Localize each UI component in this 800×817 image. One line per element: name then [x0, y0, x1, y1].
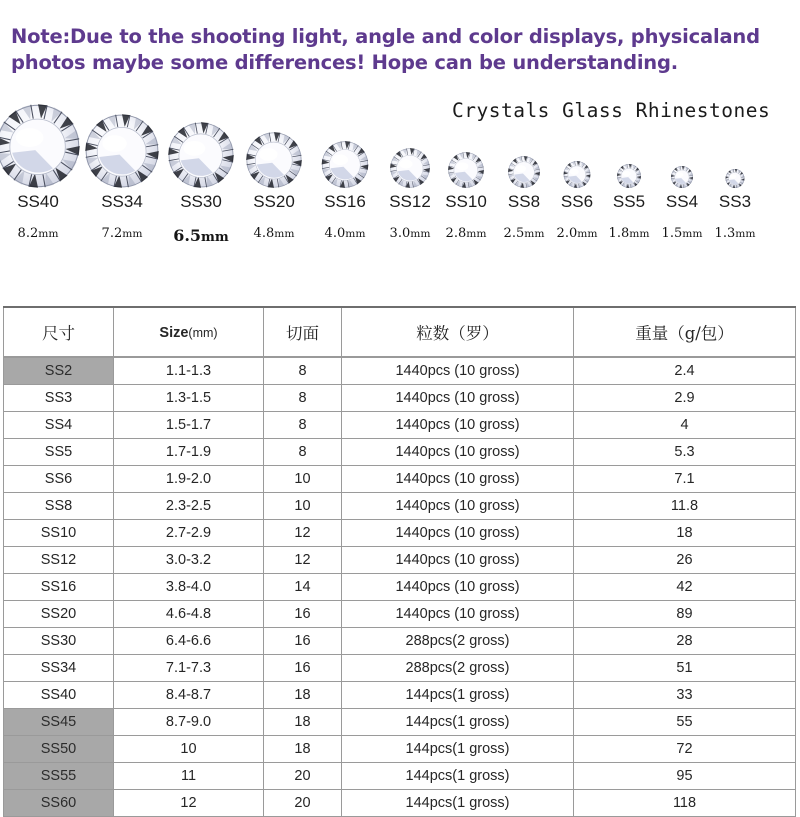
- rhinestone-ss-label: SS3: [718, 192, 752, 211]
- cell-size: 1.7-1.9: [114, 439, 264, 466]
- rhinestone-size-strip: [0, 100, 800, 260]
- table-row: [4, 385, 796, 412]
- cell-ss: SS60: [4, 790, 114, 817]
- rhinestone-mm-label: 6.5mm: [173, 226, 229, 245]
- cell-facets: 18: [264, 736, 342, 763]
- table-body: [4, 357, 796, 817]
- cell-ss: SS55: [4, 763, 114, 790]
- cell-size: 8.4-8.7: [114, 682, 264, 709]
- column-header-facets: 切面: [264, 307, 342, 357]
- cell-count: 1440pcs (10 gross): [342, 385, 574, 412]
- rhinestone-ss-label: SS8: [507, 192, 541, 211]
- cell-size: 2.7-2.9: [114, 520, 264, 547]
- size-spec-table: [3, 306, 796, 817]
- cell-ss: SS6: [4, 466, 114, 493]
- rhinestone-mm-label: 3.0mm: [389, 226, 431, 241]
- cell-ss: SS2: [4, 357, 114, 385]
- cell-ss: SS16: [4, 574, 114, 601]
- cell-size: 8.7-9.0: [114, 709, 264, 736]
- rhinestone-mm-label: 1.5mm: [661, 226, 703, 241]
- cell-weight: 95: [574, 763, 796, 790]
- rhinestone-ss-label: SS12: [389, 192, 431, 211]
- cell-weight: 26: [574, 547, 796, 574]
- cell-weight: 89: [574, 601, 796, 628]
- rhinestone-ss-label: SS5: [612, 192, 646, 211]
- table-row: [4, 520, 796, 547]
- cell-count: 1440pcs (10 gross): [342, 357, 574, 385]
- rhinestone-mm-label: 1.3mm: [714, 226, 756, 241]
- cell-count: 1440pcs (10 gross): [342, 547, 574, 574]
- rhinestone-mm-label: 2.0mm: [556, 226, 598, 241]
- cell-facets: 20: [264, 790, 342, 817]
- cell-ss: SS12: [4, 547, 114, 574]
- table-row: [4, 601, 796, 628]
- cell-ss: SS34: [4, 655, 114, 682]
- table-row: [4, 763, 796, 790]
- rhinestone-ss-label: SS34: [101, 192, 143, 211]
- cell-count: 144pcs(1 gross): [342, 709, 574, 736]
- table-row: [4, 547, 796, 574]
- cell-ss: SS8: [4, 493, 114, 520]
- cell-weight: 5.3: [574, 439, 796, 466]
- table-row: [4, 493, 796, 520]
- cell-weight: 11.8: [574, 493, 796, 520]
- cell-count: 1440pcs (10 gross): [342, 574, 574, 601]
- cell-count: 1440pcs (10 gross): [342, 493, 574, 520]
- disclaimer-note: [11, 24, 791, 76]
- rhinestone-gem-icon: [726, 169, 745, 188]
- cell-weight: 4: [574, 412, 796, 439]
- cell-size: 11: [114, 763, 264, 790]
- cell-size: 3.0-3.2: [114, 547, 264, 574]
- table-row: [4, 709, 796, 736]
- cell-ss: SS40: [4, 682, 114, 709]
- cell-facets: 14: [264, 574, 342, 601]
- cell-facets: 10: [264, 493, 342, 520]
- table-row: [4, 466, 796, 493]
- cell-facets: 8: [264, 385, 342, 412]
- rhinestone-ss-label: SS40: [17, 192, 59, 211]
- cell-facets: 18: [264, 682, 342, 709]
- cell-ss: SS3: [4, 385, 114, 412]
- cell-ss: SS50: [4, 736, 114, 763]
- rhinestone-mm-label: 7.2mm: [101, 226, 143, 241]
- rhinestone-ss-label: SS6: [560, 192, 594, 211]
- cell-count: 144pcs(1 gross): [342, 763, 574, 790]
- cell-ss: SS45: [4, 709, 114, 736]
- cell-weight: 7.1: [574, 466, 796, 493]
- cell-ss: SS5: [4, 439, 114, 466]
- rhinestone-mm-label: 2.8mm: [445, 226, 487, 241]
- rhinestone-mm-label: 2.5mm: [503, 226, 545, 241]
- disclaimer-note-line-2: photos maybe some differences! Hope can be understanding.: [11, 51, 678, 74]
- cell-ss: SS20: [4, 601, 114, 628]
- rhinestone-ss-label: SS16: [324, 192, 366, 211]
- cell-count: 1440pcs (10 gross): [342, 412, 574, 439]
- cell-size: 3.8-4.0: [114, 574, 264, 601]
- cell-weight: 118: [574, 790, 796, 817]
- cell-facets: 8: [264, 412, 342, 439]
- cell-weight: 72: [574, 736, 796, 763]
- rhinestone-mm-label: 4.8mm: [253, 226, 295, 241]
- cell-size: 10: [114, 736, 264, 763]
- cell-count: 1440pcs (10 gross): [342, 466, 574, 493]
- cell-facets: 10: [264, 466, 342, 493]
- rhinestone-mm-label: 4.0mm: [324, 226, 366, 241]
- cell-weight: 42: [574, 574, 796, 601]
- cell-count: 144pcs(1 gross): [342, 790, 574, 817]
- cell-size: 4.6-4.8: [114, 601, 264, 628]
- rhinestone-gem-icon: [726, 169, 745, 188]
- column-header-ss: 尺寸: [4, 307, 114, 357]
- page-title: Crystals Glass Rhinestones: [452, 99, 771, 122]
- cell-facets: 18: [264, 709, 342, 736]
- table-row: [4, 682, 796, 709]
- cell-facets: 8: [264, 439, 342, 466]
- cell-facets: 16: [264, 628, 342, 655]
- cell-weight: 33: [574, 682, 796, 709]
- cell-count: 288pcs(2 gross): [342, 628, 574, 655]
- cell-size: 1.9-2.0: [114, 466, 264, 493]
- cell-size: 7.1-7.3: [114, 655, 264, 682]
- table-header-row: [4, 307, 796, 357]
- cell-size: 6.4-6.6: [114, 628, 264, 655]
- cell-size: 1.3-1.5: [114, 385, 264, 412]
- table-row: [4, 439, 796, 466]
- cell-facets: 8: [264, 357, 342, 385]
- cell-count: 144pcs(1 gross): [342, 682, 574, 709]
- table-row: [4, 357, 796, 385]
- cell-ss: SS4: [4, 412, 114, 439]
- table-row: [4, 628, 796, 655]
- cell-facets: 12: [264, 547, 342, 574]
- rhinestone-ss-label: SS4: [665, 192, 699, 211]
- cell-size: 1.5-1.7: [114, 412, 264, 439]
- cell-count: 1440pcs (10 gross): [342, 520, 574, 547]
- column-header-size-strong: Size: [159, 324, 189, 341]
- cell-weight: 18: [574, 520, 796, 547]
- cell-count: 288pcs(2 gross): [342, 655, 574, 682]
- cell-weight: 51: [574, 655, 796, 682]
- cell-weight: 55: [574, 709, 796, 736]
- cell-size: 12: [114, 790, 264, 817]
- rhinestone-ss-label: SS20: [253, 192, 295, 211]
- disclaimer-note-line-1: Note:Due to the shooting light, angle and color displays, physicaland: [11, 25, 760, 48]
- cell-weight: 28: [574, 628, 796, 655]
- cell-count: 1440pcs (10 gross): [342, 601, 574, 628]
- table-header: [4, 307, 796, 357]
- table-row: [4, 736, 796, 763]
- rhinestone-mm-label: 8.2mm: [17, 226, 59, 241]
- cell-ss: SS30: [4, 628, 114, 655]
- cell-facets: 16: [264, 601, 342, 628]
- rhinestone-mm-label: 1.8mm: [608, 226, 650, 241]
- table-row: [4, 412, 796, 439]
- column-header-weight: 重量（g/包）: [574, 307, 796, 357]
- cell-facets: 16: [264, 655, 342, 682]
- table-row: [4, 790, 796, 817]
- cell-count: 1440pcs (10 gross): [342, 439, 574, 466]
- column-header-size: [114, 307, 264, 357]
- cell-facets: 20: [264, 763, 342, 790]
- table-row: [4, 655, 796, 682]
- rhinestone-ss-label: SS30: [180, 192, 222, 211]
- cell-weight: 2.4: [574, 357, 796, 385]
- cell-size: 2.3-2.5: [114, 493, 264, 520]
- column-header-count: 粒数（罗）: [342, 307, 574, 357]
- cell-size: 1.1-1.3: [114, 357, 264, 385]
- table-row: [4, 574, 796, 601]
- cell-ss: SS10: [4, 520, 114, 547]
- cell-count: 144pcs(1 gross): [342, 736, 574, 763]
- rhinestone-size-item: [675, 100, 795, 260]
- column-header-size-unit: (mm): [188, 325, 218, 340]
- cell-weight: 2.9: [574, 385, 796, 412]
- rhinestone-ss-label: SS10: [445, 192, 487, 211]
- cell-facets: 12: [264, 520, 342, 547]
